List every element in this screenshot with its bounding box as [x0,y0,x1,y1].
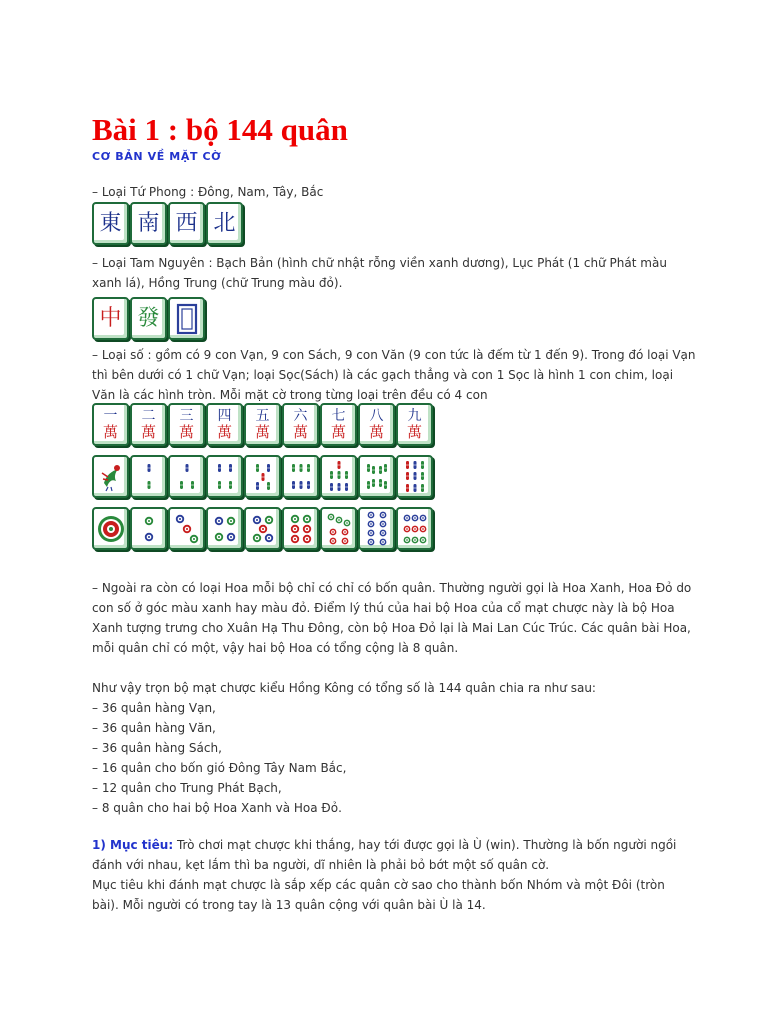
summary-intro: Như vậy trọn bộ mạt chược kiểu Hồng Kông có tổng số là 144 quân chia ra như sau: [92,681,596,695]
page-title: Bài 1 : bộ 144 quân [92,112,348,147]
wind-tile [168,202,205,245]
character-numeral: 六 [293,407,308,424]
bamboo-tile [358,455,395,498]
bamboo-tile [206,455,243,498]
dragon-tiles-row [92,297,205,340]
wind-tile-glyph: 東 [99,210,122,236]
bamboo-sticks-icon [362,459,392,495]
bamboo-sticks-icon [134,459,164,495]
goal-text: Trò chơi mạt chược khi thắng, hay tới được gọi là Ù (win). Thường là bốn người ngồi đánh với nhau, kẹt lắm thì ba người, dĩ nhiên là phải bỏ bớt một số quân cờ. [92,838,677,872]
character-wan-glyph: 萬 [368,422,384,441]
summary-item: – 36 quân hàng Văn, [92,721,216,735]
character-wan-glyph: 萬 [216,422,232,441]
circle-dots-icon [210,511,240,547]
bamboo-tile [168,455,205,498]
character-tile [282,403,319,446]
suit-intro: – Loại số : gồm có 9 con Vạn, 9 con Sách, 9 con Văn (9 con tức là đếm từ 1 đến 9). Trong đó loại Vạn thì bên dưới có 1 chữ Vạn; loại Sọc(Sách) là các gạch thẳng và con 1 Sọc là hình 1 con chim, loại Văn là các hình tròn. Mỗi mặt cờ trong từng loại trên đều có 4 con [92,348,696,402]
wind-tile [130,202,167,245]
summary-item: – 36 quân hàng Vạn, [92,701,216,715]
circle-dots-icon [96,511,126,547]
circle-dots-icon [286,511,316,547]
wind-tile [92,202,129,245]
circle-dots-icon [400,511,430,547]
bamboo-sticks-icon [400,459,430,495]
bamboo-sticks-icon [286,459,316,495]
character-wan-glyph: 萬 [102,422,118,441]
character-tile [130,403,167,446]
circle-dots-icon [248,511,278,547]
bamboo-tiles-row [92,455,433,498]
circle-tile [92,507,129,550]
character-tiles-row [92,403,433,446]
goal-text-2: Mục tiêu khi đánh mạt chược là sắp xếp các quân cờ sao cho thành bốn Nhóm và một Đôi (tròn bài). Mỗi người có trong tay là 13 quân cộng với quân bài Ù là 14. [92,878,665,912]
summary-item: – 8 quân cho hai bộ Hoa Xanh và Hoa Đỏ. [92,801,342,815]
character-tile [206,403,243,446]
bamboo-tile [130,455,167,498]
character-numeral: 九 [407,407,422,424]
bird-icon [96,459,126,495]
character-wan-glyph: 萬 [140,422,156,441]
bamboo-sticks-icon [248,459,278,495]
character-wan-glyph: 萬 [292,422,308,441]
circle-dots-icon [172,511,202,547]
section-subtitle: CƠ BẢN VỀ MẶT CỜ [92,150,222,163]
bamboo-tile [396,455,433,498]
character-tile [396,403,433,446]
flower-paragraph: – Ngoài ra còn có loại Hoa mỗi bộ chỉ có chỉ có bốn quân. Thường người gọi là Hoa Xanh, Hoa Đỏ do con số ở góc màu xanh hay màu đỏ. Điểm lý thú của hai bộ Hoa của cổ mạt chược này là bộ Hoa Xanh tượng trưng cho Xuân Hạ Thu Đông, còn bộ Hoa Đỏ lại là Mai Lan Cúc Trúc. Các quân bài Hoa, mỗi quân chỉ có một, vậy hai bộ Hoa có tổng cộng là 8 quân. [92,581,692,655]
white-dragon-frame-icon [172,301,202,337]
character-numeral: 五 [255,407,270,424]
dragon-tile-glyph: 中 [99,305,122,331]
character-tile [168,403,205,446]
character-numeral: 八 [369,407,384,424]
summary-item: – 12 quân cho Trung Phát Bạch, [92,781,282,795]
circle-dots-icon [362,511,392,547]
goal-heading: 1) Mục tiêu: [92,838,174,852]
circle-dots-icon [134,511,164,547]
circle-dots-icon [324,511,354,547]
bamboo-tile [282,455,319,498]
character-wan-glyph: 萬 [330,422,346,441]
wind-tile-glyph: 北 [213,210,236,236]
circle-tile [244,507,281,550]
character-wan-glyph: 萬 [406,422,422,441]
character-numeral: 三 [179,407,194,424]
character-numeral: 七 [331,407,346,424]
wind-tile [206,202,243,245]
circle-tile [320,507,357,550]
character-numeral: 二 [141,407,156,424]
character-tile [358,403,395,446]
goal-paragraph [92,835,692,915]
dragon-tile [92,297,129,340]
bamboo-sticks-icon [210,459,240,495]
circle-tile [396,507,433,550]
bamboo-tile [92,455,129,498]
character-numeral: 四 [217,407,232,424]
summary-item: – 16 quân cho bốn gió Đông Tây Nam Bắc, [92,761,347,775]
summary-list [92,698,692,818]
wind-intro: – Loại Tứ Phong : Đông, Nam, Tây, Bắc [92,185,324,199]
wind-tiles-row [92,202,243,245]
dragon-tile [168,297,205,340]
bamboo-tile [320,455,357,498]
dragon-tile [130,297,167,340]
circle-tile [282,507,319,550]
circle-tile [358,507,395,550]
circle-tile [168,507,205,550]
bamboo-sticks-icon [172,459,202,495]
wind-tile-glyph: 西 [175,210,198,236]
character-wan-glyph: 萬 [254,422,270,441]
wind-tile-glyph: 南 [137,210,160,236]
bamboo-sticks-icon [324,459,354,495]
character-tile [320,403,357,446]
character-tile [92,403,129,446]
summary-item: – 36 quân hàng Sách, [92,741,222,755]
dragon-intro: – Loại Tam Nguyên : Bạch Bản (hình chữ nhật rỗng viền xanh dương), Lục Phát (1 chữ Phát màu xanh lá), Hồng Trung (chữ Trung màu đỏ). [92,256,667,290]
character-numeral: 一 [103,407,118,424]
circle-tile [130,507,167,550]
circle-tile [206,507,243,550]
bamboo-tile [244,455,281,498]
character-wan-glyph: 萬 [178,422,194,441]
circle-tiles-row [92,507,433,550]
dragon-tile-glyph: 發 [137,305,160,331]
character-tile [244,403,281,446]
